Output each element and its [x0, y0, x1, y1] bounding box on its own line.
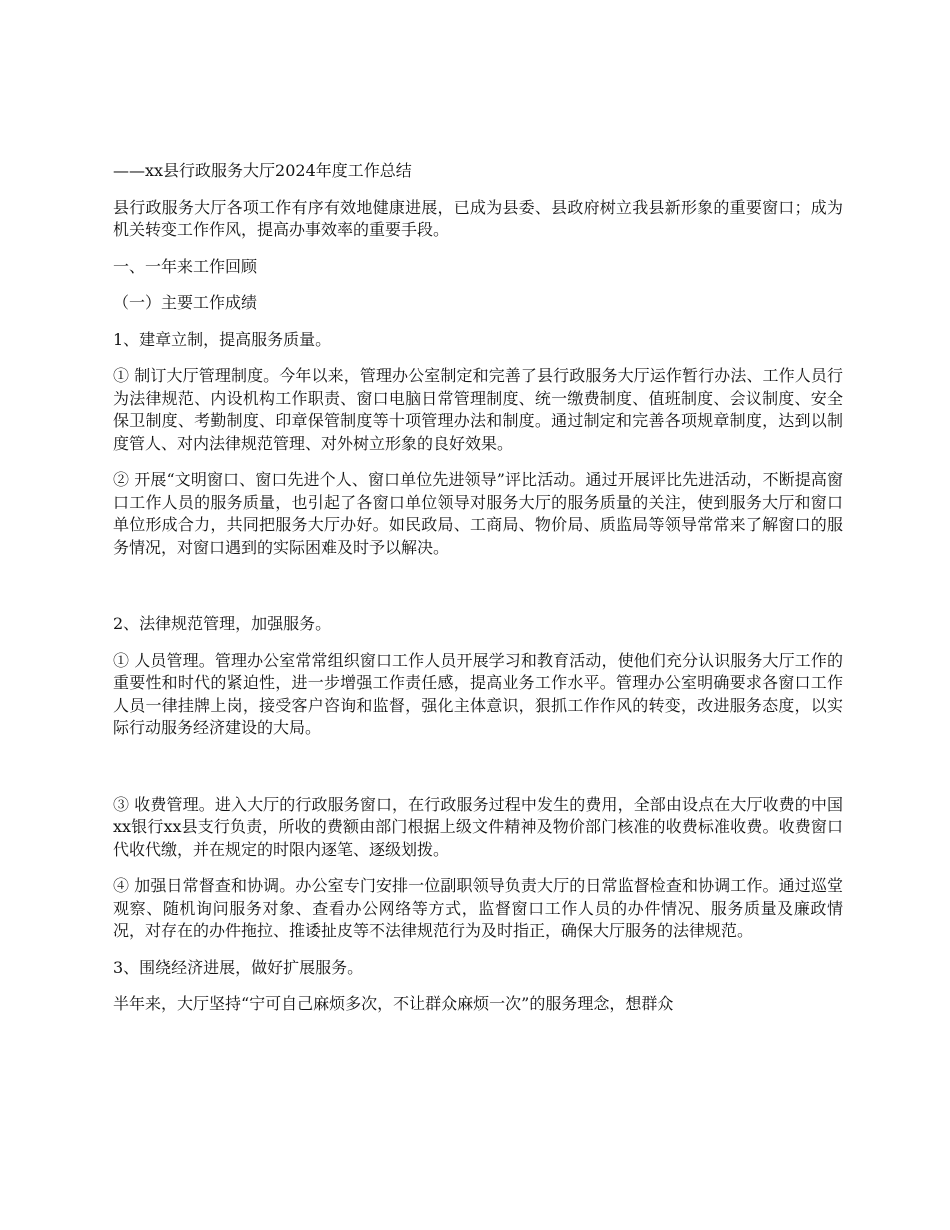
subsection-heading-achievements: （一）主要工作成绩 — [113, 293, 258, 312]
paragraph-service-philosophy: 半年来，大厅坚持“宁可自己麻烦多次，不让群众麻烦一次”的服务理念，想群众 — [113, 994, 674, 1013]
paragraph-supervision: ④ 加强日常督查和协调。办公室专门安排一位副职领导负责大厅的日常监督检查和协调工作。通过巡堂观察、随机询问服务对象、查看办公网络等方式，监督窗口工作人员的办件情况、服务质量及廉政情况，对存在的办件拖拉、推诿扯皮等不法律规范行为及时指正，确保大厅服务的法律规范。 — [113, 876, 843, 940]
section-heading-review: 一、一年来工作回顾 — [113, 256, 258, 276]
paragraph-fee-management: ③ 收费管理。进入大厅的行政服务窗口，在行政服务过程中发生的费用，全部由设点在大厅收费的中国xx银行xx县支行负责，所收的费额由部门根据上级文件精神及物价部门核准的收费标准收费。收费窗口代收代缴，并在规定的时限内逐笔、逐级划拨。 — [113, 794, 843, 859]
spacer — [113, 573, 843, 613]
paragraph-management-system: ① 制订大厅管理制度。今年以来，管理办公室制定和完善了县行政服务大厅运作暂行办法、工作人员行为法律规范、内设机构工作职责、窗口电脑日常管理制度、统一缴费制度、值班制度、会议制度、安全保卫制度、考勤制度、印章保管制度等十项管理办法和制度。通过制定和完善各项规章制度，达到以制度管人、对内法律规范管理、对外树立形象的良好效果。 — [113, 366, 843, 453]
item-heading-regulations: 1、建章立制，提高服务质量。 — [113, 329, 332, 349]
document-body — [113, 160, 843, 1030]
paragraph-evaluation-activity: ② 开展“文明窗口、窗口先进个人、窗口单位先进领导”评比活动。通过开展评比先进活动，不断提高窗口工作人员的服务质量，也引起了各窗口单位领导对服务大厅的服务质量的关注，使到服务大厅和窗口单位形成合力，共同把服务大厅办好。如民政局、工商局、物价局、质监局等领导常常来了解窗口的服务情况，对窗口遇到的实际困难及时予以解决。 — [113, 470, 843, 557]
document-title: ——xx县行政服务大厅2024年度工作总结 — [113, 161, 412, 180]
intro-paragraph: 县行政服务大厅各项工作有序有效地健康进展，已成为县委、县政府树立我县新形象的重要窗口；成为机关转变工作作风，提高办事效率的重要手段。 — [113, 197, 843, 239]
paragraph-personnel-management: ① 人员管理。管理办公室常常组织窗口工作人员开展学习和教育活动，使他们充分认识服务大厅工作的重要性和时代的紧迫性，进一步增强工作责任感，提高业务工作水平。管理办公室明确要求各窗口工作人员一律挂牌上岗，接受客户咨询和监督，强化主体意识，狠抓工作作风的转变，改进服务态度，以实际行动服务经济建设的大局。 — [113, 650, 843, 737]
item-heading-legal-management: 2、法律规范管理，加强服务。 — [113, 614, 332, 633]
spacer — [113, 754, 843, 794]
item-heading-economic-service: 3、围绕经济进展，做好扩展服务。 — [113, 957, 364, 977]
